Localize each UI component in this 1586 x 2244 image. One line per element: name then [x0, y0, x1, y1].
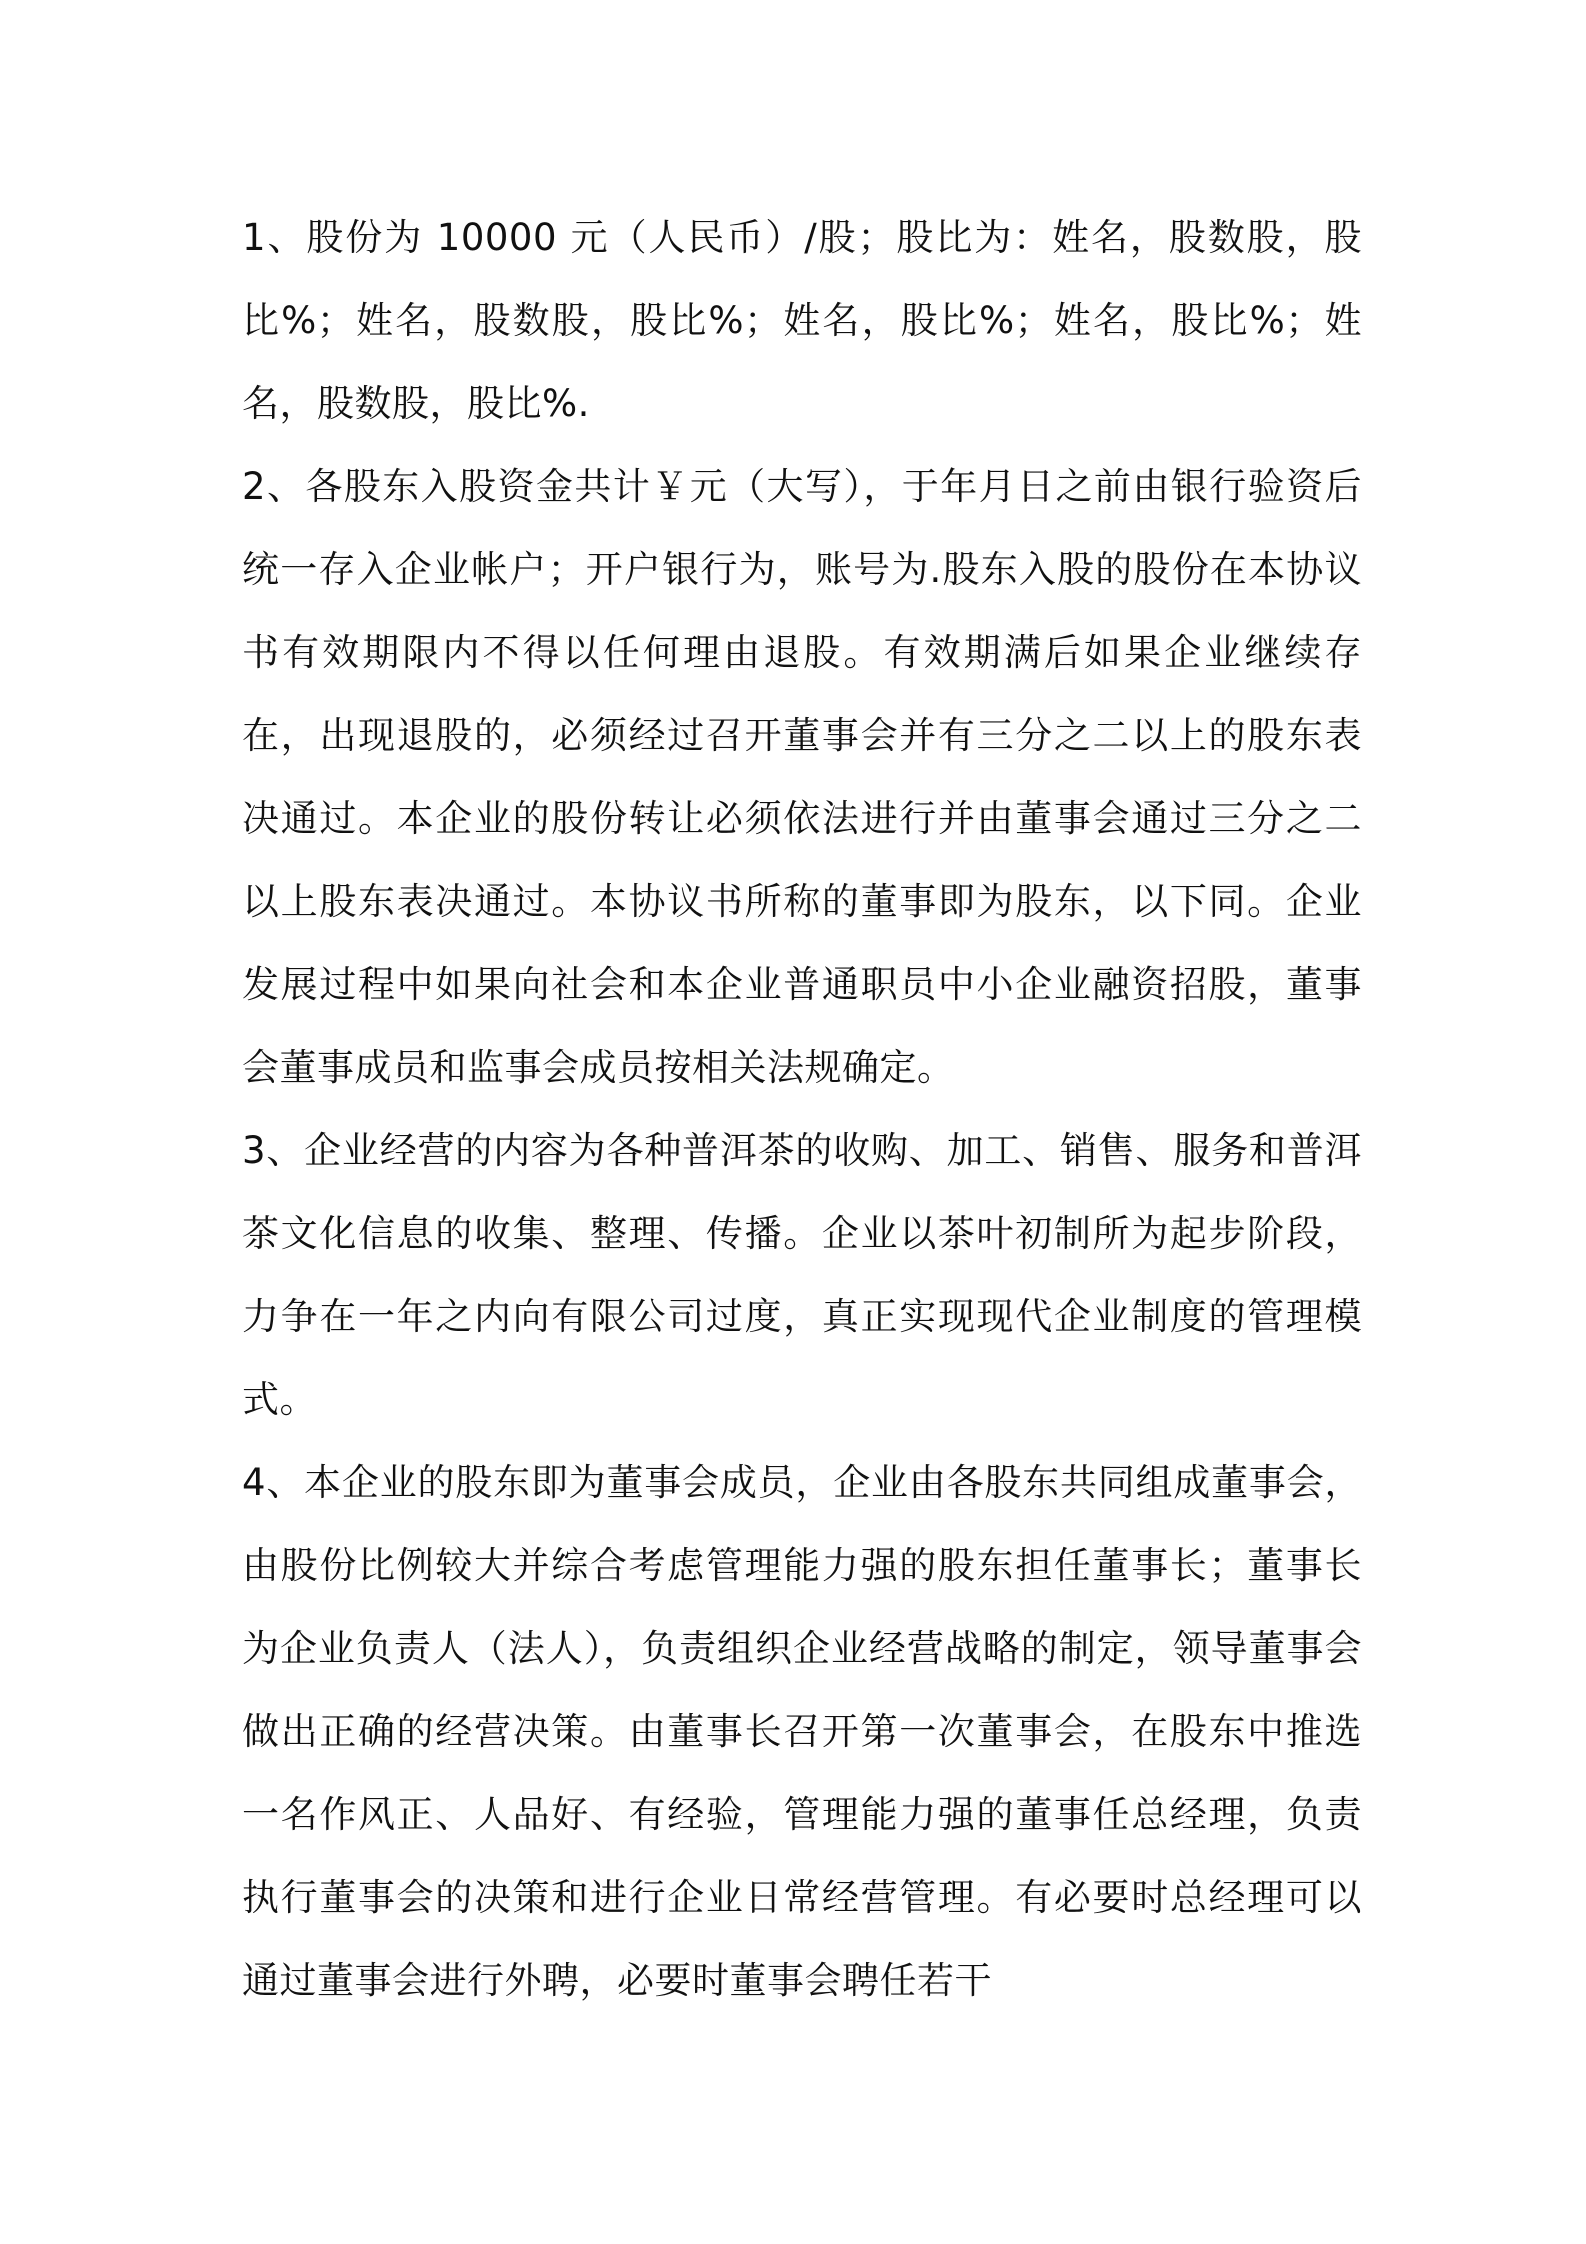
- paragraph-2: 2、各股东入股资金共计￥元（大写），于年月日之前由银行验资后统一存入企业帐户；开户银行为，账号为.股东入股的股份在本协议书有效期限内不得以任何理由退股。有效期满后如果企业继续存在，出现退股的，必须经过召开董事会并有三分之二以上的股东表决通过。本企业的股份转让必须依法进行并由董事会通过三分之二以上股东表决通过。本协议书所称的董事即为股东，以下同。企业发展过程中如果向社会和本企业普通职员中小企业融资招股，董事会董事成员和监事会成员按相关法规确定。: [242, 465, 1362, 1089]
- paragraph-4: 4、本企业的股东即为董事会成员，企业由各股东共同组成董事会，由股份比例较大并综合考虑管理能力强的股东担任董事长；董事长为企业负责人（法人），负责组织企业经营战略的制定，领导董事会做出正确的经营决策。由董事长召开第一次董事会，在股东中推选一名作风正、人品好、有经验，管理能力强的董事任总经理，负责执行董事会的决策和进行企业日常经营管理。有必要时总经理可以通过董事会进行外聘，必要时董事会聘任若干: [242, 1461, 1362, 2002]
- paragraph-1: 1、股份为 10000 元（人民币）/股；股比为：姓名，股数股，股比%；姓名，股数股，股比%；姓名，股比%；姓名，股比%；姓名，股数股，股比%.: [242, 216, 1362, 425]
- paragraph-3: 3、企业经营的内容为各种普洱茶的收购、加工、销售、服务和普洱茶文化信息的收集、整理、传播。企业以茶叶初制所为起步阶段，力争在一年之内向有限公司过度，真正实现现代企业制度的管理模式。: [242, 1129, 1362, 1421]
- document-body: [242, 196, 1362, 2022]
